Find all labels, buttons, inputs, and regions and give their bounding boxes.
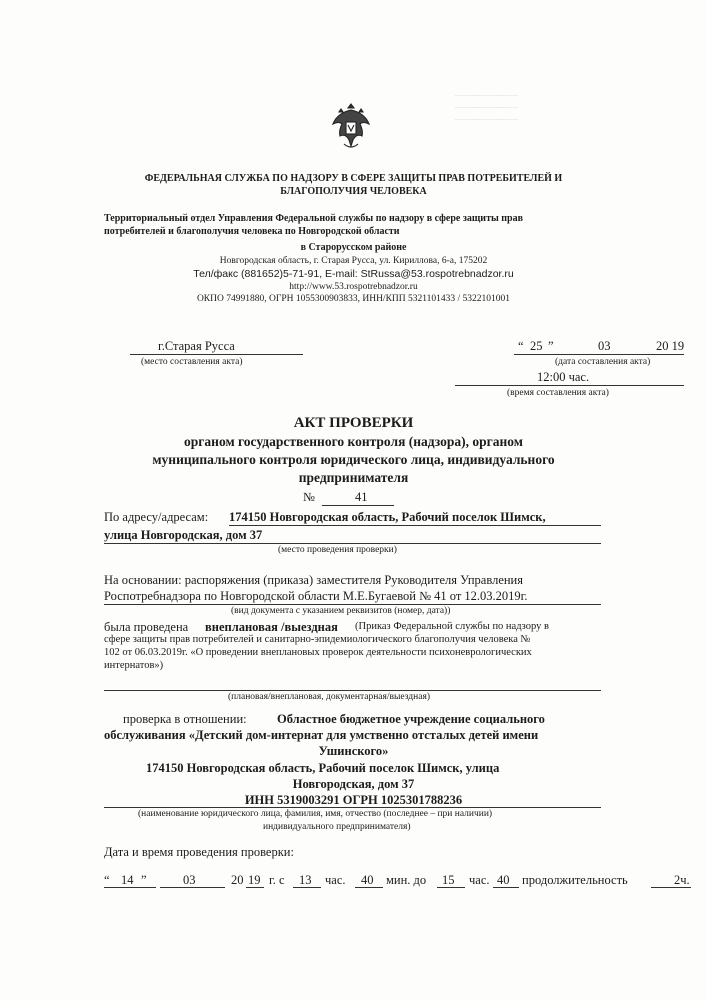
- date-year: 20 19: [656, 339, 685, 353]
- department-codes: ОКПО 74991880, ОГРН 1055300903833, ИНН/КПП 5321101433 / 5322101001: [196, 294, 511, 304]
- place-caption: (место составления акта): [141, 357, 243, 367]
- inspection-note-line3: 102 от 06.03.2019г. «О проведении внеплановых проверок деятельности психоневрологических: [104, 647, 532, 658]
- act-subtitle-line1: органом государственного контроля (надзора), органом: [184, 434, 523, 449]
- act-subtitle-line2: муниципального контроля юридического лица, индивидуального: [152, 452, 555, 467]
- agency-name-line1: ФЕДЕРАЛЬНАЯ СЛУЖБА ПО НАДЗОРУ В СФЕРЕ ЗАЩИТЫ ПРАВ ПОТРЕБИТЕЛЕЙ И: [144, 173, 563, 184]
- basis-line1: На основании: распоряжения (приказа) заместителя Руководителя Управления: [104, 573, 523, 587]
- place-of-act: г.Старая Русса: [158, 339, 235, 353]
- place-underline: [130, 354, 303, 355]
- dt-close-quote: ”: [141, 873, 147, 887]
- act-number: 41: [355, 490, 368, 504]
- address-caption: (место проведения проверки): [278, 545, 397, 555]
- time-of-act: 12:00 час.: [537, 370, 590, 384]
- dt-hour-from: 13: [299, 873, 312, 887]
- dt-hour-to-underline: [437, 887, 465, 888]
- inspection-caption: (плановая/внеплановая, документарная/выездная): [228, 692, 430, 702]
- dt-min-from-underline: [355, 887, 383, 888]
- date-day: 25: [530, 339, 543, 353]
- subject-label: проверка в отношении:: [123, 712, 247, 726]
- agency-name-line2: БЛАГОПОЛУЧИЯ ЧЕЛОВЕКА: [280, 186, 427, 197]
- dt-duration-underline: [651, 887, 691, 888]
- dt-min-to-underline: [493, 887, 519, 888]
- department-line3: в Старорусском районе: [300, 242, 407, 253]
- basis-underline: [104, 604, 601, 605]
- coat-of-arms-emblem: [330, 100, 372, 152]
- subject-line3: Ушинского»: [318, 744, 389, 758]
- subject-line6: ИНН 5319003291 ОГРН 1025301788236: [244, 793, 463, 807]
- department-phone-email: Тел/факс (881652)5-71-91, E-mail: StRussa@53.rospotrebnadzor.ru: [193, 268, 514, 280]
- dt-hour-label: час.: [325, 873, 346, 887]
- show-through-text: ..........................................: [455, 116, 518, 122]
- date-caption: (дата составления акта): [555, 357, 651, 367]
- act-title: АКТ ПРОВЕРКИ: [293, 415, 414, 431]
- dt-year-underline: [246, 887, 264, 888]
- basis-line2: Роспотребнадзора по Новгородской области М.Е.Бугаевой № 41 от 12.03.2019г.: [104, 589, 528, 603]
- time-underline: [455, 385, 684, 386]
- date-underline: [514, 354, 684, 355]
- address-value-line1: 174150 Новгородская область, Рабочий поселок Шимск,: [229, 510, 546, 524]
- subject-underline: [104, 807, 601, 808]
- subject-caption-line2: индивидуального предпринимателя): [263, 822, 411, 832]
- dt-hour-to: 15: [442, 873, 455, 887]
- dt-hour-from-underline: [293, 887, 321, 888]
- subject-line1: Областное бюджетное учреждение социального: [277, 712, 545, 726]
- department-address: Новгородская область, г. Старая Русса, ул. Кириллова, 6-а, 175202: [219, 256, 488, 266]
- dt-open-quote: “: [104, 873, 110, 887]
- dt-min-to: 40: [497, 873, 510, 887]
- subject-line4: 174150 Новгородская область, Рабочий поселок Шимск, улица: [146, 761, 500, 775]
- act-number-label: №: [303, 490, 315, 504]
- department-line1: Территориальный отдел Управления Федеральной службы по надзору в сфере защиты прав: [104, 213, 524, 224]
- address-value-line2: улица Новгородская, дом 37: [104, 528, 263, 542]
- show-through-text: ..........................................: [455, 104, 518, 110]
- dt-hour-label2: час.: [469, 873, 490, 887]
- inspection-note-line4: интернатов»): [104, 660, 164, 671]
- dt-min-label: мин. до: [386, 873, 427, 887]
- dt-day: 14: [121, 873, 134, 887]
- inspection-note-line1: (Приказ Федеральной службы по надзору в: [355, 621, 549, 632]
- inspection-type-label: была проведена: [104, 620, 189, 634]
- time-caption: (время составления акта): [507, 388, 609, 398]
- dt-duration: 2ч.: [674, 873, 690, 887]
- act-number-underline: [322, 505, 394, 506]
- subject-line5: Новгородская, дом 37: [292, 777, 415, 791]
- date-open-quote: “: [518, 339, 524, 353]
- date-close-quote: ”: [548, 339, 554, 353]
- inspection-note-line2: сфере защиты прав потребителей и санитарно-эпидемиологического благополучия человека №: [104, 634, 531, 645]
- dt-min-from: 40: [361, 873, 374, 887]
- subject-caption-line1: (наименование юридического лица, фамилия, имя, отчество (последнее – при наличии): [138, 809, 493, 819]
- dt-year-suffix: 19: [248, 873, 261, 887]
- act-subtitle-line3: предпринимателя: [298, 470, 409, 485]
- inspection-type-value: внеплановая /выездная: [205, 620, 338, 634]
- dt-day-underline: [104, 887, 156, 888]
- address-underline2: [104, 543, 601, 544]
- basis-caption: (вид документа с указанием реквизитов (номер, дата)): [231, 606, 451, 616]
- dt-year-prefix: 20: [231, 873, 244, 887]
- date-month: 03: [598, 339, 611, 353]
- department-website: http://www.53.rospotrebnadzor.ru: [289, 282, 418, 292]
- address-label: По адресу/адресам:: [104, 510, 209, 524]
- department-line2: потребителей и благополучия человека по Новгородской области: [104, 226, 400, 237]
- inspection-underline: [104, 690, 601, 691]
- dt-month: 03: [183, 873, 196, 887]
- dt-duration-label: продолжительность: [522, 873, 628, 887]
- address-underline1: [229, 525, 601, 526]
- subject-line2: обслуживания «Детский дом-интернат для умственно отсталых детей имени: [104, 728, 539, 742]
- dt-month-underline: [160, 887, 225, 888]
- datetime-label: Дата и время проведения проверки:: [104, 845, 294, 859]
- dt-from-label: г. с: [269, 873, 285, 887]
- show-through-text: ..........................................: [455, 92, 518, 98]
